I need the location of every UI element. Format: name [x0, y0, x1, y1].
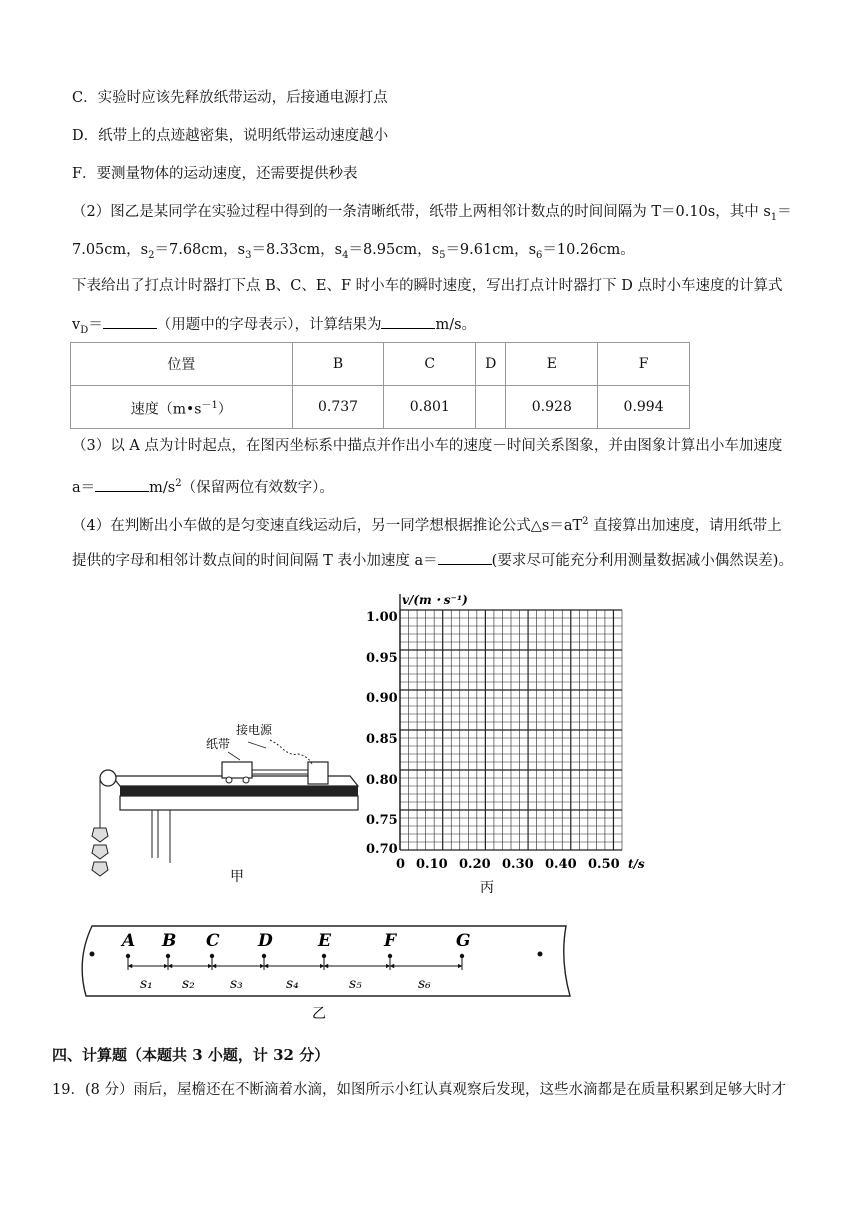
tape-point	[166, 954, 170, 958]
cart	[222, 762, 252, 778]
tape-point	[210, 954, 214, 958]
x-tick-label: 0.40	[545, 857, 577, 872]
answer-blank[interactable]	[103, 314, 157, 329]
segment-label: s₆	[418, 976, 431, 992]
segment-label: s₁	[140, 976, 153, 992]
table-cell: 0.994	[598, 386, 690, 429]
y-tick-label: 1.00	[366, 610, 398, 625]
question-19: 19．(8 分）雨后，屋檐还在不断滴着水滴，如图所示小红认真观察后发现，这些水滴都是在质量积累到足够大时才	[52, 1082, 786, 1098]
table-row	[71, 343, 690, 386]
tape-point-label: G	[456, 931, 471, 951]
option-c: C．实验时应该先释放纸带运动，后接通电源打点	[72, 90, 388, 106]
y-tick-label: 0.95	[366, 651, 398, 666]
weight-icon	[92, 845, 108, 859]
x-axis-label: t/s	[628, 857, 645, 871]
tape-point	[460, 954, 464, 958]
y-tick-label: 0.80	[366, 773, 398, 788]
table-header: 位置	[71, 343, 293, 386]
answer-blank[interactable]	[438, 550, 492, 565]
table-cell: 0.737	[292, 386, 384, 429]
tape-caption: 乙	[312, 1006, 326, 1022]
table-header: D	[476, 343, 506, 386]
question-2-line-2: 7.05cm，$s_2=7.68cm$，$s_3=8.33cm$，$s_4=8.95cm$，$s_5=9.61cm$，$s_6=10.26cm$。	[72, 242, 635, 261]
timer	[308, 762, 328, 784]
tape-point	[322, 954, 326, 958]
table-header: C	[384, 343, 476, 386]
answer-blank[interactable]	[95, 477, 149, 492]
option-d: D．纸带上的点迹越密集，说明纸带运动速度越小	[72, 128, 389, 144]
segment-label: s₄	[286, 976, 299, 992]
table-header: B	[292, 343, 384, 386]
apparatus-figure	[70, 718, 370, 898]
table-row	[71, 386, 690, 429]
tape-point-label: C	[206, 931, 220, 951]
y-axis-label: v/(m・s⁻¹)	[402, 593, 468, 607]
question-2-line-4: $v_D=$ （用题中的字母表示），计算结果为 m/s。	[72, 314, 476, 341]
x-tick-label: 0	[396, 857, 406, 872]
tape-figure	[70, 916, 580, 1026]
weight-icon	[92, 828, 108, 842]
tape-label: 纸带	[206, 737, 231, 751]
tape-point	[388, 954, 392, 958]
tape-point-label: B	[162, 931, 177, 951]
speed-table	[70, 342, 690, 429]
tape-point-label: E	[318, 931, 331, 951]
question-3-line-2: $a= m/s^2$（保留两位有效数字）。	[72, 478, 334, 496]
question-4-line-2: 提供的字母和相邻计数点间的时间间隔 T 表小加速度 a＝ (要求尽可能充分利用测量数据减小偶然误差)。	[72, 550, 793, 571]
power-label: 接电源	[236, 723, 273, 737]
graph-grid	[400, 594, 622, 850]
question-2-line-1: （2）图乙是某同学在实验过程中得到的一条清晰纸带，纸带上两相邻计数点的时间间隔为 T＝0.10s，其中 $s_1=$	[72, 204, 792, 223]
table-row-label: 速度$(m•s^{-1})$	[71, 386, 293, 429]
y-tick-label: 0.70	[366, 842, 398, 857]
x-tick-label: 0.10	[416, 857, 448, 872]
section-title: 四、计算题（本题共 3 小题，计 32 分）	[52, 1046, 330, 1064]
tape-point-label: F	[384, 931, 397, 951]
graph-caption: 丙	[480, 880, 494, 896]
x-tick-label: 0.30	[502, 857, 534, 872]
question-2-line-3: 下表给出了打点计时器打下点 B、C、E、F 时小车的瞬时速度，写出打点计时器打下 D 点时小车速度的计算式	[72, 278, 783, 294]
option-f: F．要测量物体的运动速度，还需要提供秒表	[72, 166, 358, 182]
tape-point	[126, 954, 130, 958]
table-cell: 0.801	[384, 386, 476, 429]
segment-label: s₂	[182, 976, 195, 992]
weight-icon	[92, 862, 108, 876]
x-tick-label: 0.50	[588, 857, 620, 872]
tape-point	[262, 954, 266, 958]
segment-label: s₅	[349, 976, 362, 992]
table-cell: 0.928	[506, 386, 598, 429]
table-cell	[476, 386, 506, 429]
segment-label: s₃	[230, 976, 243, 992]
question-4-line-1: （4）在判断出小车做的是匀变速直线运动后，另一同学想根据推论公式$\triangle s=aT^2$ 直接算出加速度，请用纸带上	[72, 516, 782, 534]
y-tick-label: 0.90	[366, 691, 398, 706]
table-header: F	[598, 343, 690, 386]
table-header: E	[506, 343, 598, 386]
y-tick-label: 0.75	[366, 813, 398, 828]
apparatus-caption: 甲	[230, 869, 244, 885]
velocity-time-graph	[360, 588, 660, 898]
y-tick-label: 0.85	[366, 732, 398, 747]
tape-point-label: A	[122, 931, 136, 951]
question-3-line-1: （3）以 A 点为计时起点，在图丙坐标系中描点并作出小车的速度－时间关系图象，并由图象计算出小车加速度	[72, 438, 783, 454]
x-tick-label: 0.20	[459, 857, 491, 872]
answer-blank[interactable]	[381, 314, 435, 329]
tape-point-label: D	[258, 931, 273, 951]
